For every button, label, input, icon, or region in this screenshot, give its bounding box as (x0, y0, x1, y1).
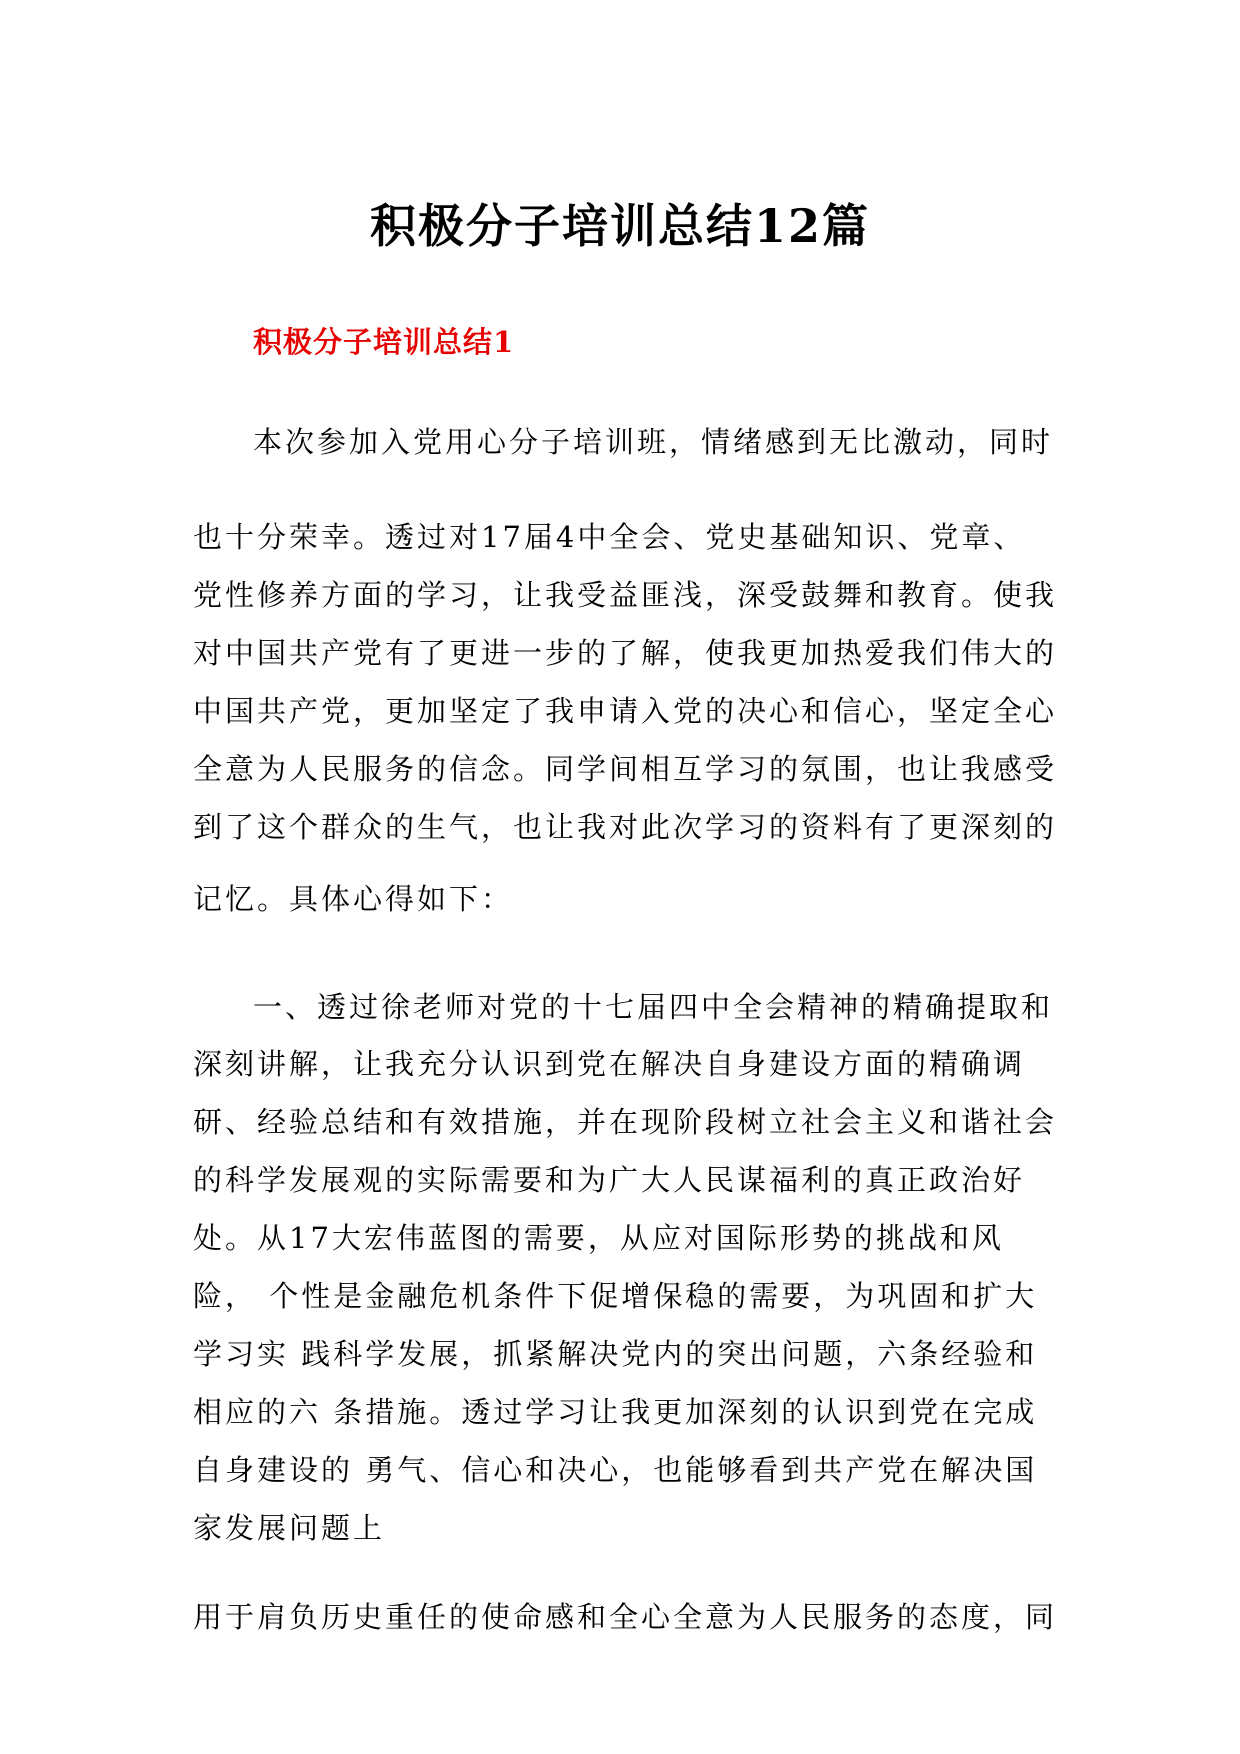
paragraph-line: 学习实 践科学发展，抓紧解决党内的突出问题，六条经验和 (193, 1337, 1038, 1371)
paragraph-line: 深刻讲解，让我充分认识到党在解决自身建设方面的精确调 (193, 1047, 1026, 1081)
paragraph-line: 记忆。具体心得如下： (193, 882, 514, 916)
paragraph-line: 党性修养方面的学习，让我受益匪浅，深受鼓舞和教育。使我 (193, 578, 1058, 612)
paragraph-line: 全意为人民服务的信念。同学间相互学习的氛围，也让我感受 (193, 752, 1058, 786)
paragraph-line: 本次参加入党用心分子培训班，情绪感到无比激动，同时 (253, 425, 1054, 459)
paragraph-line: 也十分荣幸。透过对17届4中全会、党史基础知识、党章、 (193, 520, 1026, 554)
paragraph-line: 到了这个群众的生气，也让我对此次学习的资料有了更深刻的 (193, 810, 1058, 844)
paragraph-line: 险， 个性是金融危机条件下促增保稳的需要，为巩固和扩大 (193, 1279, 1038, 1313)
paragraph-line: 用于肩负历史重任的使命感和全心全意为人民服务的态度，同 (193, 1600, 1058, 1634)
section-title: 积极分子培训总结1 (253, 325, 515, 359)
paragraph-line: 研、经验总结和有效措施，并在现阶段树立社会主义和谐社会 (193, 1105, 1058, 1139)
paragraph-line: 中国共产党，更加坚定了我申请入党的决心和信心，坚定全心 (193, 694, 1058, 728)
paragraph-line: 自身建设的 勇气、信心和决心，也能够看到共产党在解决国 (193, 1453, 1038, 1487)
paragraph-line: 一、透过徐老师对党的十七届四中全会精神的精确提取和 (253, 990, 1054, 1024)
document-title: 积极分子培训总结12篇 (369, 199, 870, 253)
paragraph-line: 家发展问题上 (193, 1511, 386, 1545)
paragraph-line: 相应的六 条措施。透过学习让我更加深刻的认识到党在完成 (193, 1395, 1038, 1429)
paragraph-line: 处。从17大宏伟蓝图的需要，从应对国际形势的挑战和风 (193, 1221, 1004, 1255)
paragraph-line: 对中国共产党有了更进一步的了解，使我更加热爱我们伟大的 (193, 636, 1058, 670)
paragraph-line: 的科学发展观的实际需要和为广大人民谋福利的真正政治好 (193, 1163, 1026, 1197)
